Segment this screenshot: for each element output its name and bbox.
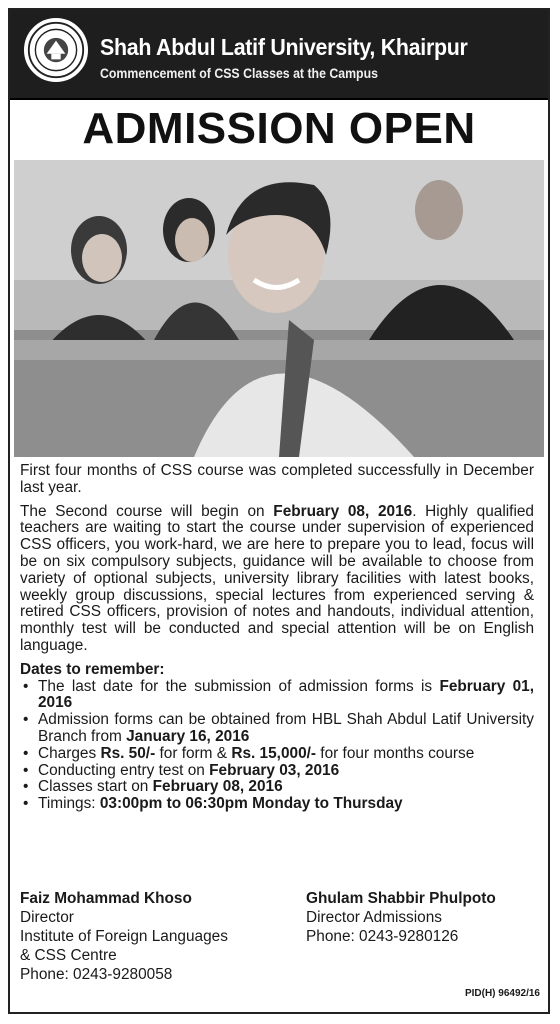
- university-logo-icon: [24, 18, 88, 82]
- item-bold: Rs. 50/-: [100, 744, 156, 762]
- list-item: [20, 796, 534, 813]
- dates-title: Dates to remember:: [20, 660, 165, 678]
- university-name: Shah Abdul Latif University, Khairpur: [100, 34, 468, 60]
- item-text: Admission forms can be obtained from HBL Shah Abdul Latif University Branch from: [38, 711, 534, 745]
- item-bold: February 03, 2016: [209, 761, 340, 779]
- item-tail: for four months course: [316, 744, 475, 762]
- pid-code: PID(H) 96492/16: [464, 988, 540, 999]
- list-item: [20, 679, 534, 713]
- admission-headline: ADMISSION OPEN: [82, 104, 476, 153]
- signatory-left: [20, 889, 228, 984]
- signatory-phone: Phone: 0243-9280058: [20, 966, 173, 983]
- signatory-org: Institute of Foreign Languages: [20, 928, 228, 945]
- signatory-title: Director Admissions: [306, 909, 442, 926]
- signatory-right: [306, 889, 496, 946]
- item-text: Timings:: [38, 795, 100, 813]
- header-banner: [10, 10, 548, 100]
- item-text: Charges: [38, 744, 101, 762]
- item-bold: 03:00pm to 06:30pm Monday to Thursday: [99, 795, 403, 813]
- intro-paragraph: First four months of CSS course was completed successfully in December last year.: [20, 462, 534, 496]
- signatory-phone: Phone: 0243-9280126: [306, 928, 459, 945]
- course-text-rest: . Highly qualified teachers are waiting to start the course under supervision of experienced CSS officers, you work-hard, we are here to prepare you to lead, focus will be on six compulsory subjects, guidance will be available to choose from variety of optional subjects, university library facilities with latest books, weekly group discussions, special lectures from experienced serving & retired CSS officers, provision of notes and handouts, individual attention, monthly test will be conducted and special attention will be on English language.: [20, 502, 534, 654]
- course-start-date: February 08, 2016: [273, 502, 413, 520]
- students-photo-icon: [14, 160, 544, 457]
- item-text: Classes start on: [38, 778, 153, 796]
- signatory-name: Ghulam Shabbir Phulpoto: [306, 890, 496, 907]
- list-item: [20, 763, 534, 780]
- course-text-start: The Second course will begin on: [20, 502, 274, 520]
- list-item: [20, 779, 534, 796]
- list-item: [20, 746, 534, 763]
- item-text: Conducting entry test on: [38, 761, 210, 779]
- item-bold: February 01, 2016: [38, 677, 534, 712]
- list-item: [20, 712, 534, 746]
- item-bold: January 16, 2016: [126, 727, 250, 745]
- signatory-name: Faiz Mohammad Khoso: [20, 890, 192, 907]
- dates-list: [20, 679, 534, 813]
- body-text: [20, 463, 534, 813]
- item-text: The last date for the submission of admission forms is: [38, 677, 440, 695]
- signatory-title: Director: [20, 909, 74, 926]
- course-paragraph: [20, 504, 534, 655]
- item-bold: Rs. 15,000/-: [231, 744, 317, 762]
- item-bold: February 08, 2016: [152, 778, 283, 796]
- signatory-org: & CSS Centre: [20, 947, 117, 964]
- item-tail: for form &: [155, 744, 232, 762]
- header-subtitle: Commencement of CSS Classes at the Campus: [100, 65, 378, 81]
